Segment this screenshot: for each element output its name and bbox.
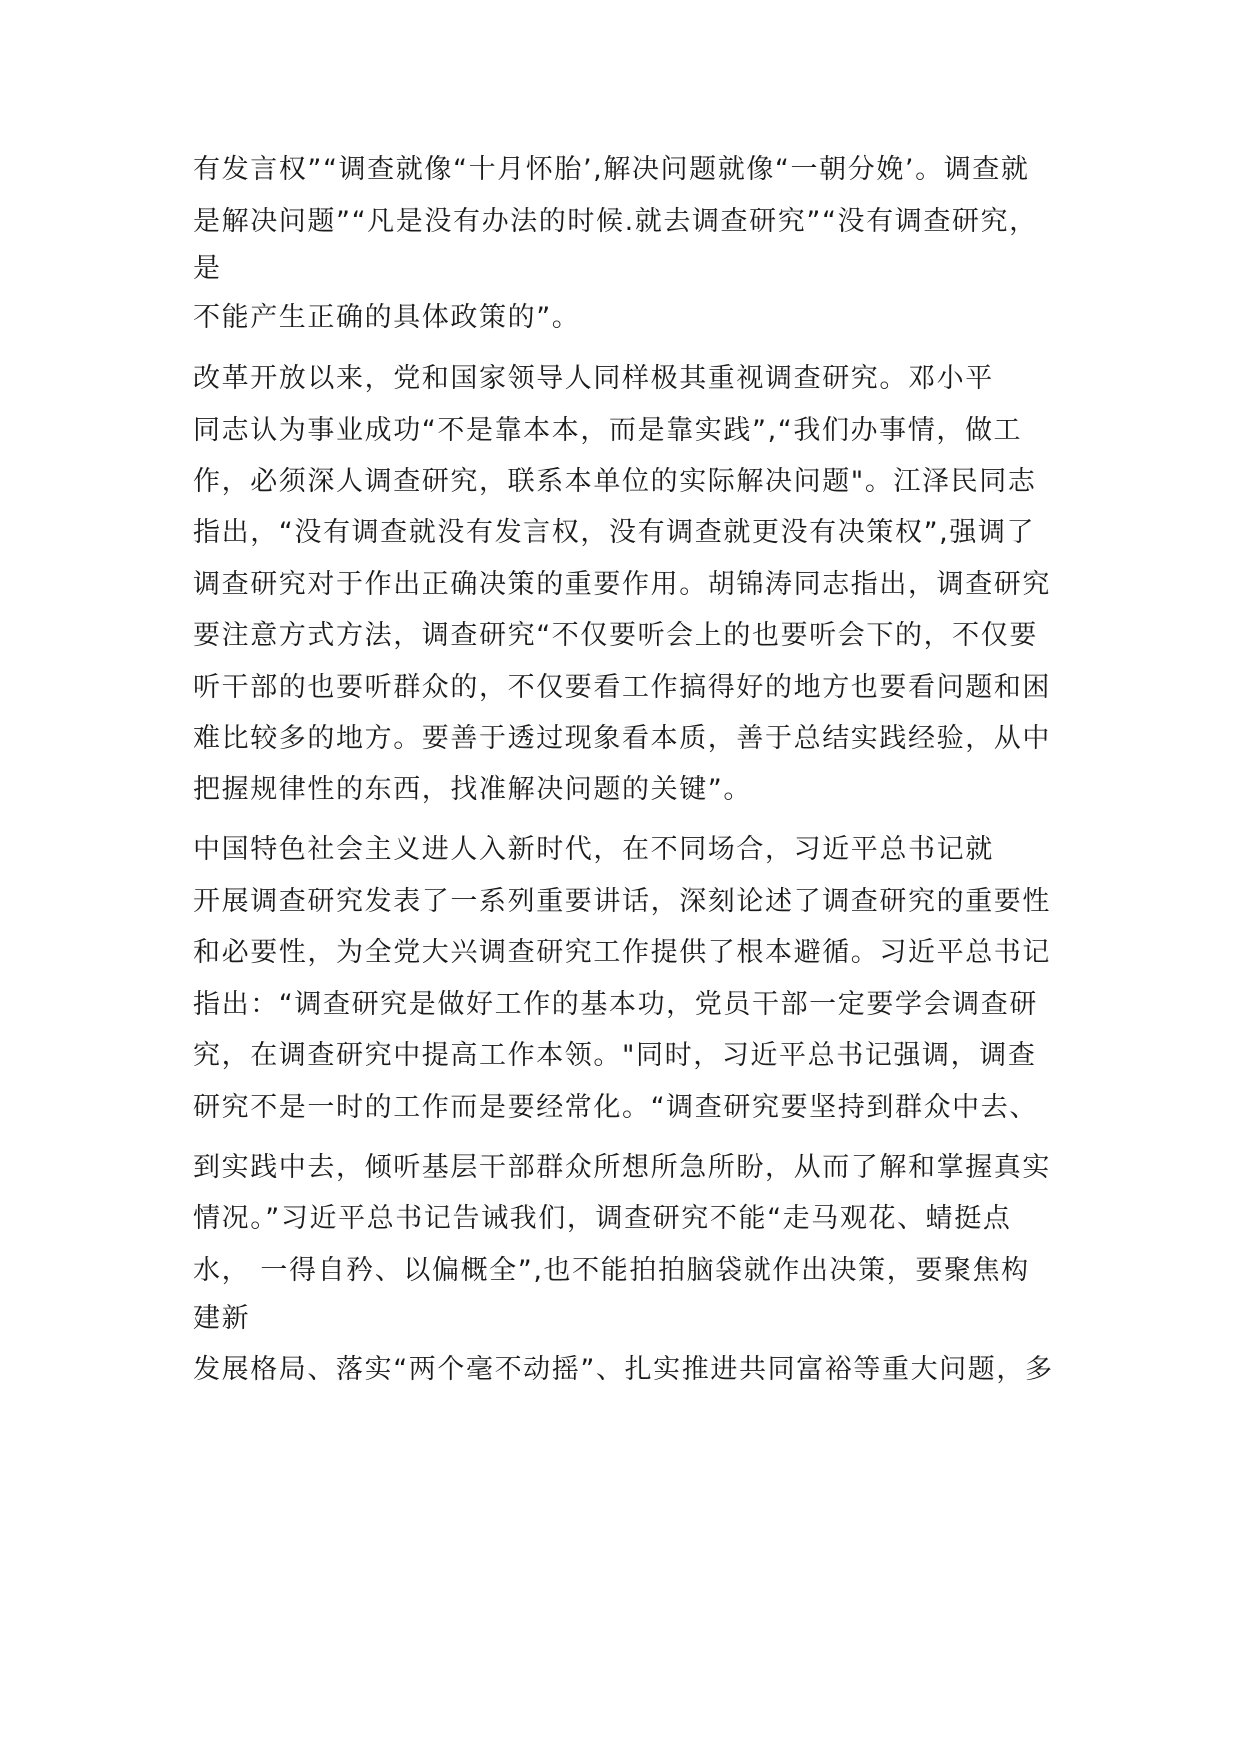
text-line: 难比较多的地方。要善于透过现象看本质，善于总结实践经验，从中: [193, 723, 1051, 754]
text-line: 改革开放以来，党和国家领导人同样极其重视调查研究。邓小平: [193, 363, 994, 394]
text-line: 指出，“没有调查就没有发言权，没有调查就更没有决策权”,强调了: [193, 517, 1036, 548]
text-line: 究，在调查研究中提高工作本领。"同时，习近平总书记强调，调查: [193, 1040, 1037, 1071]
text-line: 中国特色社会主义进人入新时代，在不同场合，习近平总书记就: [193, 834, 994, 865]
text-line: 和必要性，为全党大兴调查研究工作提供了根本避循。习近平总书记: [193, 937, 1051, 968]
text-line: 有发言权”“调查就像“十月怀胎’,解决问题就像“一朝分娩’。调查就: [193, 154, 1030, 185]
text-line: 水， 一得自矜、以偏概全”,也不能拍拍脑袋就作出决策，要聚焦构: [193, 1255, 1030, 1286]
text-line: 把握规律性的东西，找准解决问题的关键”。: [193, 774, 752, 805]
text-line: 调查研究对于作出正确决策的重要作用。胡锦涛同志指出，调查研究: [193, 569, 1051, 600]
text-line: 建新: [193, 1303, 251, 1334]
text-line: 情况。”习近平总书记告诫我们，调查研究不能“走马观花、蜻挺点: [193, 1203, 1012, 1234]
text-line: 要注意方式方法，调查研究“不仅要听会上的也要听会下的，不仅要: [193, 620, 1038, 651]
text-line: 是: [193, 253, 222, 284]
text-line: 作，必须深人调查研究，联系本单位的实际解决问题"。江泽民同志: [193, 466, 1037, 497]
text-line: 发展格局、落实“两个毫不动摇”、扎实推进共同富裕等重大问题，多: [193, 1354, 1054, 1385]
text-line: 听干部的也要听群众的，不仅要看工作搞得好的地方也要看问题和困: [193, 672, 1051, 703]
text-line: 到实践中去，倾听基层干部群众所想所急所盼，从而了解和掌握真实: [193, 1152, 1051, 1183]
text-line: 开展调查研究发表了一系列重要讲话，深刻论述了调查研究的重要性: [193, 886, 1051, 917]
text-line: 研究不是一时的工作而是要经常化。“调查研究要坚持到群众中去、: [193, 1092, 1038, 1123]
text-line: 是解决问题”“凡是没有办法的时候.就去调查研究”“没有调查研究，: [193, 206, 1038, 237]
text-line: 同志认为事业成功“不是靠本本，而是靠实践”,“我们办事情，做工: [193, 415, 1023, 446]
text-line: 不能产生正确的具体政策的”。: [193, 302, 581, 333]
text-line: 指出：“调查研究是做好工作的基本功，党员干部一定要学会调查研: [193, 989, 1038, 1020]
